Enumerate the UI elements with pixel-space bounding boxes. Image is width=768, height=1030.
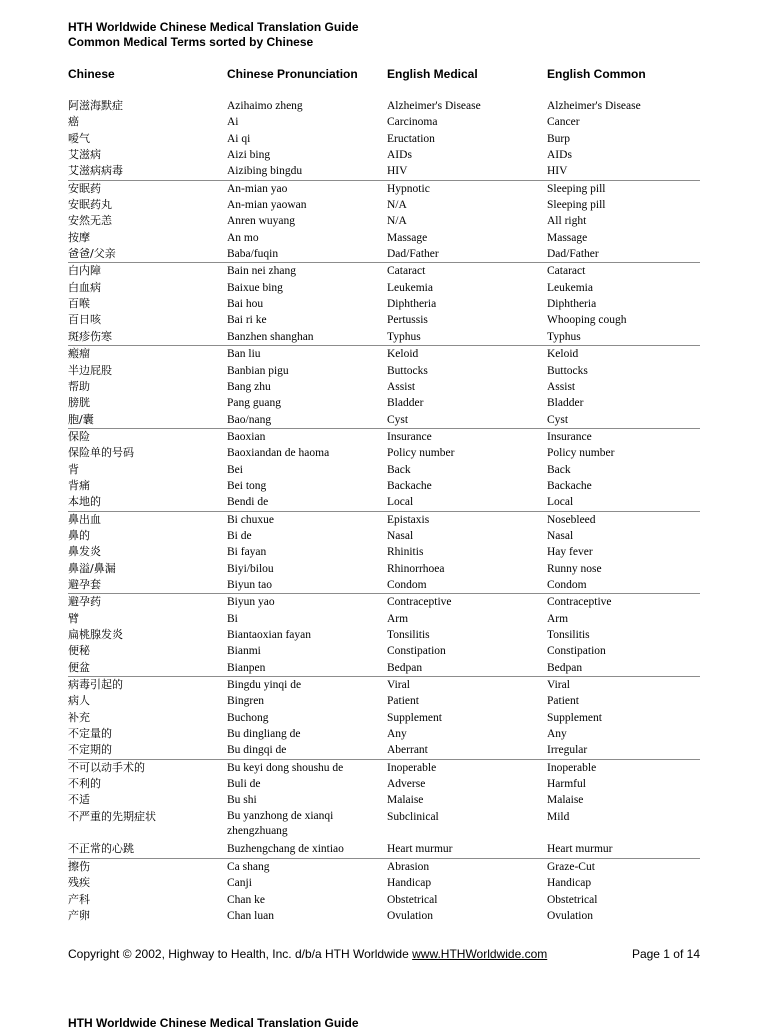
- chinese-term: 不定期的: [68, 743, 112, 757]
- pronunciation: Anren wuyang: [227, 215, 296, 228]
- pronunciation: Ai: [227, 116, 239, 129]
- table-row: [0, 594, 768, 610]
- english-common: Assist: [547, 380, 576, 393]
- english-medical: Leukemia: [387, 281, 433, 294]
- pronunciation: Chan ke: [227, 893, 266, 906]
- pronunciation: Bai ri ke: [227, 314, 267, 327]
- next-page-title: HTH Worldwide Chinese Medical Translation Guide: [68, 1016, 359, 1030]
- english-medical: Abrasion: [387, 860, 430, 873]
- pronunciation: Baoxian: [227, 430, 266, 443]
- table-row: [0, 98, 768, 114]
- pronunciation: Bu dingliang de: [227, 728, 301, 741]
- chinese-term: 斑疹伤寒: [68, 329, 112, 343]
- pronunciation: Baixue bing: [227, 281, 283, 294]
- table-row: [0, 197, 768, 213]
- table-row: [0, 114, 768, 130]
- pronunciation: Bei tong: [227, 479, 267, 492]
- english-medical: Typhus: [387, 330, 421, 343]
- pronunciation: Bi fayan: [227, 546, 267, 559]
- english-common: Keloid: [547, 348, 579, 361]
- table-row: [0, 296, 768, 312]
- chinese-term: 背痛: [68, 478, 90, 492]
- english-common: Graze-Cut: [547, 860, 595, 873]
- pronunciation: Bi: [227, 612, 238, 625]
- english-medical: Aberrant: [387, 744, 428, 757]
- english-medical: Nasal: [387, 529, 414, 542]
- english-medical: Insurance: [387, 430, 432, 443]
- table-row: [0, 147, 768, 163]
- chinese-term: 本地的: [68, 495, 101, 509]
- table-row: [0, 841, 768, 857]
- pronunciation: Buchong: [227, 711, 269, 724]
- pronunciation: Buzhengchang de xintiao: [227, 843, 344, 856]
- pronunciation: Bianmi: [227, 645, 261, 658]
- table-row: [0, 859, 768, 875]
- english-common: Nasal: [547, 529, 574, 542]
- english-medical: N/A: [387, 199, 407, 212]
- footer-copyright: [68, 947, 547, 961]
- english-medical: Patient: [387, 695, 419, 708]
- english-common: Policy number: [547, 447, 615, 460]
- english-medical: Keloid: [387, 348, 419, 361]
- terms-table: [0, 98, 768, 924]
- table-row: [0, 263, 768, 279]
- chinese-term: 安眠药: [68, 181, 101, 195]
- english-common: All right: [547, 215, 587, 228]
- english-medical: Diphtheria: [387, 298, 437, 311]
- english-medical: Contraceptive: [387, 596, 452, 609]
- english-medical: Condom: [387, 578, 427, 591]
- english-common: Local: [547, 496, 574, 509]
- pronunciation: Bingdu yinqi de: [227, 679, 302, 692]
- pronunciation: Bao/nang: [227, 413, 272, 426]
- chinese-term: 不利的: [68, 777, 101, 791]
- english-medical: Obstetrical: [387, 893, 438, 906]
- table-row: [0, 908, 768, 924]
- chinese-term: 胞/囊: [68, 412, 94, 426]
- table-row: [0, 611, 768, 627]
- english-common: Inoperable: [547, 761, 597, 774]
- english-medical: Local: [387, 496, 414, 509]
- pronunciation: Bang zhu: [227, 380, 271, 393]
- table-row: [0, 528, 768, 544]
- pronunciation: An-mian yaowan: [227, 199, 307, 212]
- header-english-medical: English Medical: [387, 67, 478, 81]
- chinese-term: 不正常的心跳: [68, 842, 134, 856]
- english-common: Cataract: [547, 265, 586, 278]
- english-medical: Heart murmur: [387, 843, 453, 856]
- chinese-term: 嗳气: [68, 131, 90, 145]
- table-row: [0, 561, 768, 577]
- english-common: Leukemia: [547, 281, 593, 294]
- english-common: Constipation: [547, 645, 606, 658]
- pronunciation: Chan luan: [227, 909, 274, 922]
- table-row: [0, 246, 768, 262]
- table-row: [0, 544, 768, 560]
- chinese-term: 产科: [68, 892, 90, 906]
- table-row: [0, 131, 768, 147]
- english-common: Obstetrical: [547, 893, 598, 906]
- table-row: [0, 429, 768, 445]
- pronunciation: Ai qi: [227, 132, 251, 145]
- english-common: Buttocks: [547, 364, 588, 377]
- chinese-term: 膀胱: [68, 396, 90, 410]
- document-title: [68, 20, 359, 50]
- chinese-term: 爸爸/父亲: [68, 247, 116, 261]
- english-common: Sleeping pill: [547, 182, 606, 195]
- pronunciation: Biyun yao: [227, 596, 275, 609]
- english-medical: Adverse: [387, 778, 426, 791]
- pronunciation: Canji: [227, 877, 252, 890]
- pronunciation: Aizi bing: [227, 149, 271, 162]
- english-common: Cancer: [547, 116, 580, 129]
- chinese-term: 帮助: [68, 379, 90, 393]
- chinese-term: 半边屁股: [68, 363, 112, 377]
- table-row: [0, 660, 768, 676]
- table-row: [0, 379, 768, 395]
- chinese-term: 避孕套: [68, 577, 101, 591]
- table-row: [0, 363, 768, 379]
- english-common: Bladder: [547, 397, 584, 410]
- english-medical: Constipation: [387, 645, 446, 658]
- pronunciation: Bei: [227, 463, 243, 476]
- pronunciation: Bianpen: [227, 661, 266, 674]
- english-common: Alzheimer's Disease: [547, 100, 641, 112]
- english-medical: Epistaxis: [387, 513, 430, 526]
- english-common: Harmful: [547, 778, 586, 791]
- english-medical: Viral: [387, 679, 410, 692]
- chinese-term: 癌: [68, 115, 79, 129]
- chinese-term: 臂: [68, 611, 79, 625]
- english-medical: Rhinorrhoea: [387, 562, 445, 575]
- table-row: [0, 329, 768, 345]
- chinese-term: 按摩: [68, 230, 90, 244]
- header-pronunciation: Chinese Pronunciation: [227, 67, 358, 81]
- english-common: AIDs: [547, 149, 572, 162]
- chinese-term: 鼻出血: [68, 512, 101, 526]
- english-medical: Policy number: [387, 447, 455, 460]
- english-common: Dad/Father: [547, 248, 599, 261]
- table-row: [0, 627, 768, 643]
- chinese-term: 安然无恙: [68, 214, 112, 228]
- header-chinese: Chinese: [68, 67, 115, 81]
- english-medical: Backache: [387, 479, 432, 492]
- english-common: Contraceptive: [547, 596, 612, 609]
- chinese-term: 背: [68, 462, 79, 476]
- chinese-term: 不定量的: [68, 727, 112, 741]
- pronunciation: Bu yanzhong de xianqi zhengzhuang: [227, 809, 334, 837]
- pronunciation: Ban liu: [227, 348, 261, 361]
- chinese-term: 不适: [68, 793, 90, 807]
- table-row: [0, 312, 768, 328]
- chinese-term: 便盆: [68, 660, 90, 674]
- pronunciation: Bi de: [227, 529, 252, 542]
- chinese-term: 残疾: [68, 876, 90, 890]
- chinese-term: 鼻溢/鼻漏: [68, 561, 116, 575]
- pronunciation: Banzhen shanghan: [227, 330, 314, 343]
- table-row: [0, 280, 768, 296]
- english-common: Sleeping pill: [547, 199, 606, 212]
- english-medical: N/A: [387, 215, 407, 228]
- english-common: Back: [547, 463, 571, 476]
- english-medical: Rhinitis: [387, 546, 424, 559]
- english-medical: HIV: [387, 165, 408, 178]
- english-common: Bedpan: [547, 661, 583, 674]
- column-headers: [0, 67, 768, 83]
- english-common: Any: [547, 728, 567, 741]
- chinese-term: 扁桃腺发炎: [68, 628, 123, 641]
- pronunciation: An mo: [227, 231, 259, 244]
- chinese-term: 艾滋病病毒: [68, 164, 123, 178]
- pronunciation: Azihaimo zheng: [227, 100, 303, 112]
- copyright-text: Copyright © 2002, Highway to Health, Inc. d/b/a HTH Worldwide: [68, 947, 413, 961]
- english-common: Cyst: [547, 413, 569, 426]
- chinese-term: 产卵: [68, 908, 90, 922]
- english-medical: Bladder: [387, 397, 424, 410]
- pronunciation: Ca shang: [227, 860, 270, 873]
- english-common: Heart murmur: [547, 843, 613, 856]
- english-common: Diphtheria: [547, 298, 597, 311]
- english-common: Condom: [547, 578, 587, 591]
- english-common: Ovulation: [547, 909, 593, 922]
- pronunciation: Baba/fuqin: [227, 248, 279, 261]
- chinese-term: 补充: [68, 710, 90, 724]
- english-medical: Hypnotic: [387, 182, 430, 195]
- english-medical: Buttocks: [387, 364, 428, 377]
- chinese-term: 不可以动手术的: [68, 760, 145, 774]
- table-row: [0, 230, 768, 246]
- chinese-term: 阿滋海默症: [68, 99, 123, 112]
- english-medical: AIDs: [387, 149, 412, 162]
- english-medical: Cataract: [387, 265, 426, 278]
- english-common: Runny nose: [547, 562, 602, 575]
- english-medical: Subclinical: [387, 810, 439, 823]
- chinese-term: 白血病: [68, 280, 101, 294]
- english-medical: Bedpan: [387, 661, 423, 674]
- table-row: [0, 760, 768, 776]
- table-row: [0, 726, 768, 742]
- english-medical: Supplement: [387, 711, 442, 724]
- english-common: Viral: [547, 679, 570, 692]
- english-medical: Dad/Father: [387, 248, 439, 261]
- table-row: [0, 494, 768, 510]
- table-row: [0, 213, 768, 229]
- title-line-1: HTH Worldwide Chinese Medical Translation Guide: [68, 20, 359, 34]
- pronunciation: Biantaoxian fayan: [227, 629, 311, 641]
- table-row: [0, 776, 768, 792]
- english-common: Massage: [547, 231, 588, 244]
- english-medical: Malaise: [387, 794, 424, 807]
- english-common: Tonsilitis: [547, 629, 590, 641]
- table-row: [0, 445, 768, 461]
- table-row: [0, 643, 768, 659]
- page-footer: [0, 947, 768, 963]
- pronunciation: Pang guang: [227, 397, 281, 410]
- english-common: Typhus: [547, 330, 581, 343]
- pronunciation: An-mian yao: [227, 182, 288, 195]
- table-row: [0, 412, 768, 428]
- chinese-term: 安眠药丸: [68, 198, 112, 212]
- pronunciation: Bai hou: [227, 298, 264, 311]
- table-row: [0, 346, 768, 362]
- pronunciation: Buli de: [227, 778, 261, 791]
- english-medical: Massage: [387, 231, 428, 244]
- table-row: [0, 792, 768, 808]
- pronunciation: Bu dingqi de: [227, 744, 287, 757]
- table-row: [0, 809, 768, 842]
- chinese-term: 避孕药: [68, 595, 101, 609]
- english-common: Whooping cough: [547, 314, 627, 327]
- pronunciation: Banbian pigu: [227, 364, 289, 377]
- page-number: Page 1 of 14: [631, 947, 700, 961]
- chinese-term: 瘢瘤: [68, 347, 90, 361]
- english-medical: Inoperable: [387, 761, 437, 774]
- english-medical: Handicap: [387, 877, 432, 890]
- english-common: Irregular: [547, 744, 588, 757]
- english-common: Backache: [547, 479, 592, 492]
- english-common: Nosebleed: [547, 513, 596, 526]
- english-medical: Any: [387, 728, 407, 741]
- english-common: Hay fever: [547, 546, 593, 559]
- pronunciation: Bendi de: [227, 496, 269, 509]
- table-row: [0, 742, 768, 758]
- table-row: [0, 181, 768, 197]
- pronunciation: Aizibing bingdu: [227, 165, 303, 178]
- chinese-term: 保险: [68, 429, 90, 443]
- pronunciation: Bi chuxue: [227, 513, 274, 526]
- table-row: [0, 577, 768, 593]
- table-row: [0, 478, 768, 494]
- table-row: [0, 693, 768, 709]
- english-medical: Pertussis: [387, 314, 428, 327]
- chinese-term: 不严重的先期症状: [68, 809, 156, 823]
- chinese-term: 病人: [68, 694, 90, 708]
- english-common: Mild: [547, 810, 570, 823]
- table-row: [0, 395, 768, 411]
- pronunciation: Baoxiandan de haoma: [227, 447, 330, 460]
- pronunciation: Bain nei zhang: [227, 265, 296, 278]
- chinese-term: 白内障: [68, 264, 101, 278]
- english-medical: Cyst: [387, 413, 409, 426]
- english-medical: Eructation: [387, 132, 435, 145]
- english-common: Arm: [547, 612, 569, 625]
- table-row: [0, 875, 768, 891]
- chinese-term: 百喉: [68, 297, 90, 311]
- english-common: Patient: [547, 695, 579, 708]
- english-medical: Back: [387, 463, 411, 476]
- english-medical: Alzheimer's Disease: [387, 100, 481, 112]
- table-row: [0, 462, 768, 478]
- chinese-term: 擦伤: [68, 859, 90, 873]
- table-row: [0, 163, 768, 179]
- chinese-term: 保险单的号码: [68, 446, 134, 460]
- table-row: [0, 677, 768, 693]
- english-common: Burp: [547, 132, 570, 145]
- chinese-term: 便秘: [68, 644, 90, 658]
- english-common: Malaise: [547, 794, 584, 807]
- pronunciation: Bu shi: [227, 794, 257, 807]
- pronunciation: Bingren: [227, 695, 265, 708]
- chinese-term: 病毒引起的: [68, 678, 123, 692]
- english-common: Supplement: [547, 711, 602, 724]
- english-common: Insurance: [547, 430, 592, 443]
- table-row: [0, 892, 768, 908]
- title-line-2: Common Medical Terms sorted by Chinese: [68, 35, 314, 49]
- english-medical: Ovulation: [387, 909, 433, 922]
- chinese-term: 鼻的: [68, 528, 90, 542]
- english-medical: Carcinoma: [387, 116, 438, 129]
- header-english-common: English Common: [547, 67, 646, 81]
- pronunciation: Bu keyi dong shoushu de: [227, 761, 344, 774]
- english-common: Handicap: [547, 877, 592, 890]
- table-row: [0, 710, 768, 726]
- footer-url-link[interactable]: www.HTHWorldwide.com: [412, 947, 548, 961]
- table-row: [0, 512, 768, 528]
- pronunciation: Biyi/bilou: [227, 562, 274, 575]
- chinese-term: 艾滋病: [68, 148, 101, 162]
- chinese-term: 百日咳: [68, 313, 101, 327]
- english-medical: Assist: [387, 380, 416, 393]
- english-medical: Tonsilitis: [387, 629, 430, 641]
- english-common: HIV: [547, 165, 568, 178]
- pronunciation: Biyun tao: [227, 578, 273, 591]
- chinese-term: 鼻发炎: [68, 545, 101, 559]
- english-medical: Arm: [387, 612, 409, 625]
